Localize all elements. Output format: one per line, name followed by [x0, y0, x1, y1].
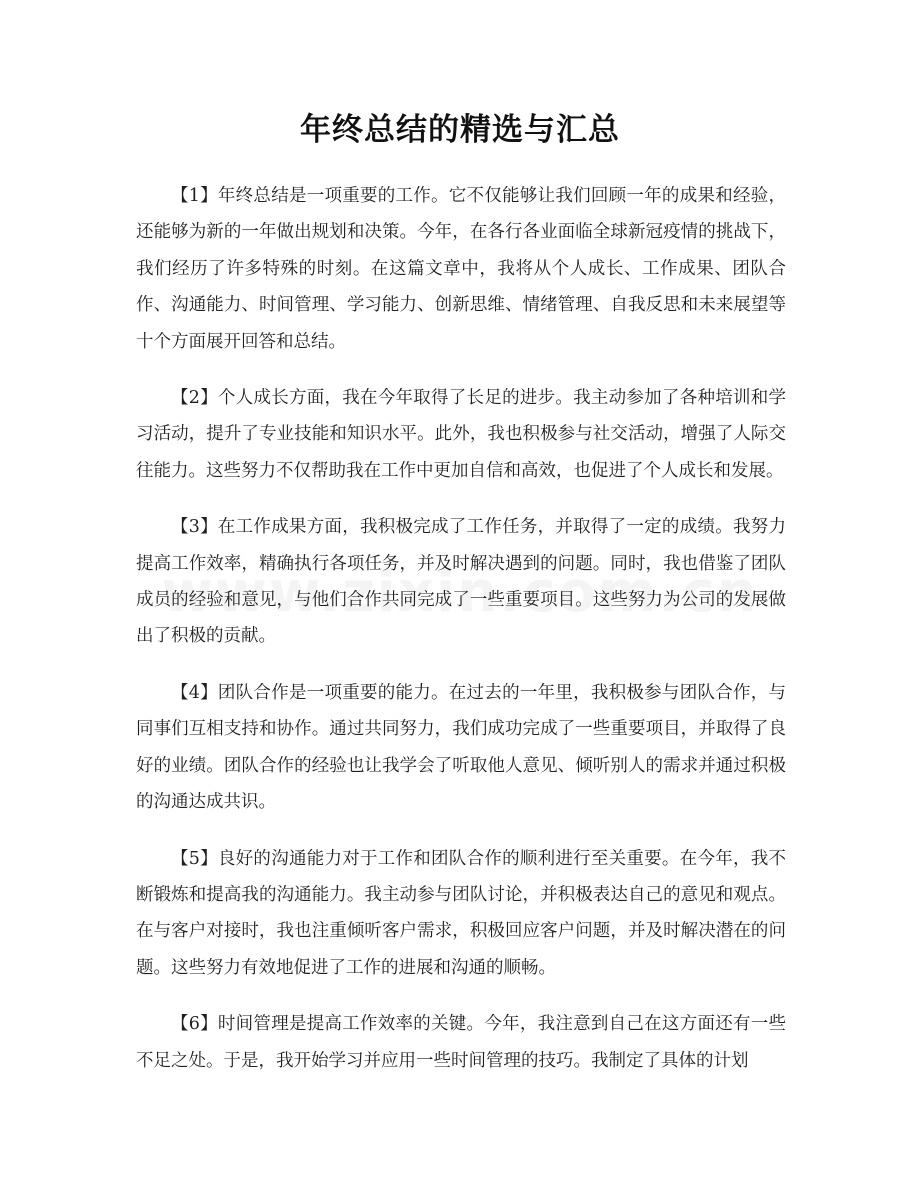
page-title: 年终总结的精选与汇总 — [300, 112, 620, 148]
paragraph-3: 【3】在工作成果方面，我积极完成了工作任务，并取得了一定的成绩。我努力提高工作效率，精确执行各项任务，并及时解决遇到的问题。同时，我也借鉴了团队成员的经验和意见，与他们合作共同完成了一些重要项目。这些努力为公司的发展做出了积极的贡献。 — [136, 517, 786, 647]
paragraph-1: 【1】年终总结是一项重要的工作。它不仅能够让我们回顾一年的成果和经验，还能够为新的一年做出规划和决策。今年，在各行各业面临全球新冠疫情的挑战下，我们经历了许多特殊的时刻。在这篇文章中，我将从个人成长、工作成果、团队合作、沟通能力、时间管理、学习能力、创新思维、情绪管理、自我反思和未来展望等十个方面展开回答和总结。 — [136, 186, 786, 352]
document-body — [136, 178, 786, 1099]
paragraph-2: 【2】个人成长方面，我在今年取得了长足的进步。我主动参加了各种培训和学习活动，提升了专业技能和知识水平。此外，我也积极参与社交活动，增强了人际交往能力。这些努力不仅帮助我在工作中更加自信和高效，也促进了个人成长和发展。 — [136, 388, 786, 481]
paragraph-5: 【5】良好的沟通能力对于工作和团队合作的顺利进行至关重要。在今年，我不断锻炼和提高我的沟通能力。我主动参与团队讨论，并积极表达自己的意见和观点。在与客户对接时，我也注重倾听客户需求，积极回应客户问题，并及时解决潜在的问题。这些努力有效地促进了工作的进展和沟通的顺畅。 — [136, 848, 786, 978]
paragraph-4: 【4】团队合作是一项重要的能力。在过去的一年里，我积极参与团队合作，与同事们互相支持和协作。通过共同努力，我们成功完成了一些重要项目，并取得了良好的业绩。团队合作的经验也让我学会了听取他人意见、倾听别人的需求并通过积极的沟通达成共识。 — [136, 682, 786, 813]
paragraph-6: 【6】时间管理是提高工作效率的关键。今年，我注意到自己在这方面还有一些不足之处。于是，我开始学习并应用一些时间管理的技巧。我制定了具体的计划 — [136, 1014, 786, 1071]
